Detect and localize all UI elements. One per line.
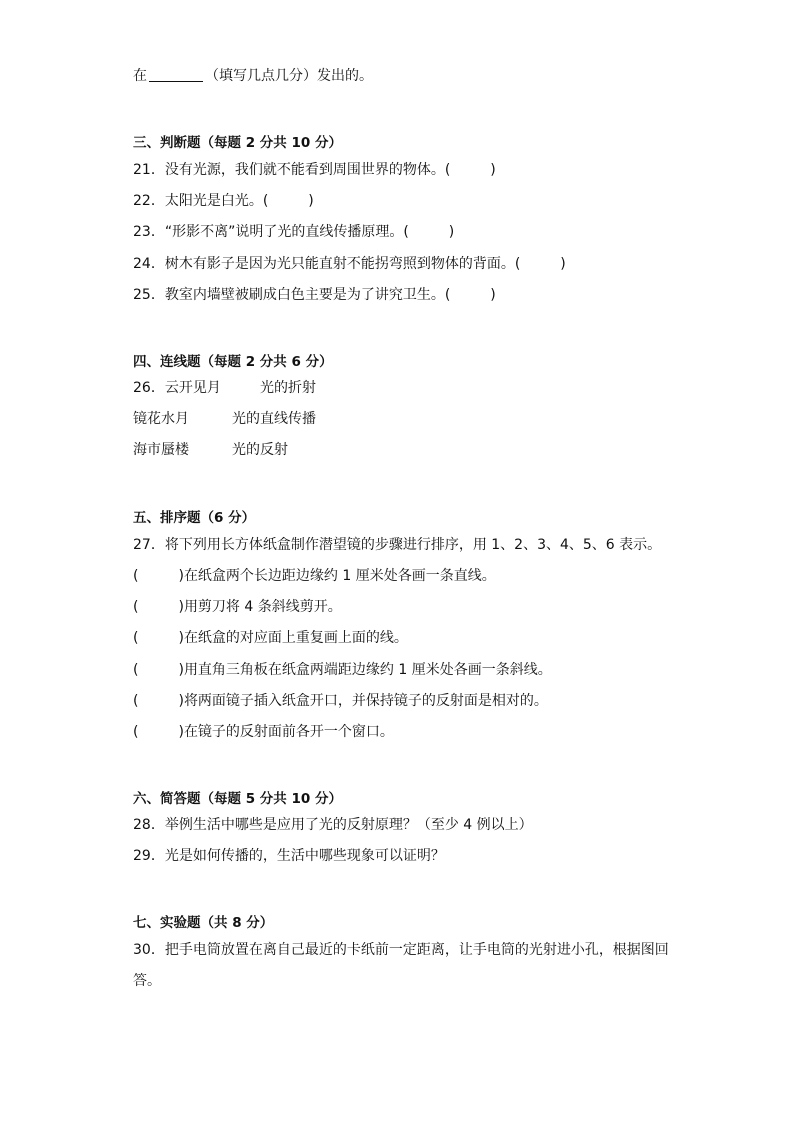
section4-heading: 四、连线题（每题 2 分共 6 分）	[133, 354, 333, 370]
sort-step-text: 在纸盒两个长边距边缘约 1 厘米处各画一条直线。	[183, 568, 496, 584]
sort-step-text: 在镜子的反射面前各开一个窗口。	[183, 724, 394, 740]
sort-step-1	[133, 566, 496, 586]
question-22	[133, 191, 314, 211]
question-27: 27．将下列用长方体纸盒制作潜望镜的步骤进行排序，用 1、2、3、4、5、6 表示。	[133, 537, 662, 553]
question-24	[133, 254, 566, 274]
section7-heading: 七、实验题（共 8 分）	[133, 915, 274, 931]
paren-open: (	[133, 724, 139, 740]
question-22-text: 22．太阳光是白光。(	[133, 193, 269, 209]
question-25-text: 25．教室内墙壁被刷成白色主要是为了讲究卫生。(	[133, 287, 451, 303]
paren-close: )	[178, 599, 184, 615]
sort-step-text: 在纸盒的对应面上重复画上面的线。	[183, 630, 408, 646]
question-23	[133, 222, 454, 242]
paren-close: )	[178, 630, 184, 646]
match-left-2[interactable]: 镜花水月	[133, 411, 189, 427]
question-30-line2: 答。	[133, 973, 161, 989]
q20-suffix: （填写几点几分）发出的。	[205, 68, 373, 84]
paren-open: (	[133, 662, 139, 678]
section5-heading: 五、排序题（6 分）	[133, 510, 256, 526]
match-left-1[interactable]: 26．云开见月	[133, 380, 221, 396]
sort-step-text: 用剪刀将 4 条斜线剪开。	[183, 599, 342, 615]
paren-open: (	[133, 568, 139, 584]
paren-close: )	[560, 256, 566, 272]
question-23-text: 23．“形影不离”说明了光的直线传播原理。(	[133, 224, 409, 240]
question-30-line1: 30．把手电筒放置在离自己最近的卡纸前一定距离，让手电筒的光射进小孔，根据图回	[133, 942, 669, 958]
sort-step-3	[133, 628, 408, 648]
sort-step-5	[133, 691, 548, 711]
paren-close: )	[490, 287, 496, 303]
paren-close: )	[490, 162, 496, 178]
sort-step-4	[133, 660, 552, 680]
question-24-text: 24．树木有影子是因为光只能直射不能拐弯照到物体的背面。(	[133, 256, 521, 272]
fill-blank[interactable]	[149, 67, 203, 82]
paren-open: (	[133, 599, 139, 615]
paren-close: )	[178, 662, 184, 678]
sort-step-2	[133, 597, 342, 617]
match-right-2[interactable]: 光的直线传播	[232, 411, 316, 427]
question-21-text: 21．没有光源，我们就不能看到周围世界的物体。(	[133, 162, 451, 178]
paren-close: )	[178, 568, 184, 584]
q20-tail	[133, 66, 373, 86]
section3-heading: 三、判断题（每题 2 分共 10 分）	[133, 135, 342, 151]
paren-close: )	[178, 693, 184, 709]
question-25	[133, 285, 496, 305]
question-28: 28．举例生活中哪些是应用了光的反射原理？（至少 4 例以上）	[133, 817, 533, 833]
paren-close: )	[178, 724, 184, 740]
question-21	[133, 160, 496, 180]
sort-step-6	[133, 722, 394, 742]
match-right-3[interactable]: 光的反射	[232, 442, 288, 458]
sort-step-text: 用直角三角板在纸盒两端距边缘约 1 厘米处各画一条斜线。	[183, 662, 552, 678]
paren-close: )	[448, 224, 455, 240]
paren-open: (	[133, 693, 139, 709]
q20-prefix: 在	[133, 68, 147, 84]
sort-step-text: 将两面镜子插入纸盒开口，并保持镜子的反射面是相对的。	[183, 693, 548, 709]
section6-heading: 六、简答题（每题 5 分共 10 分）	[133, 791, 342, 807]
paren-close: )	[308, 193, 314, 209]
paren-open: (	[133, 630, 139, 646]
match-right-1[interactable]: 光的折射	[260, 380, 316, 396]
question-29: 29．光是如何传播的，生活中哪些现象可以证明？	[133, 848, 445, 864]
match-left-3[interactable]: 海市蜃楼	[133, 442, 189, 458]
